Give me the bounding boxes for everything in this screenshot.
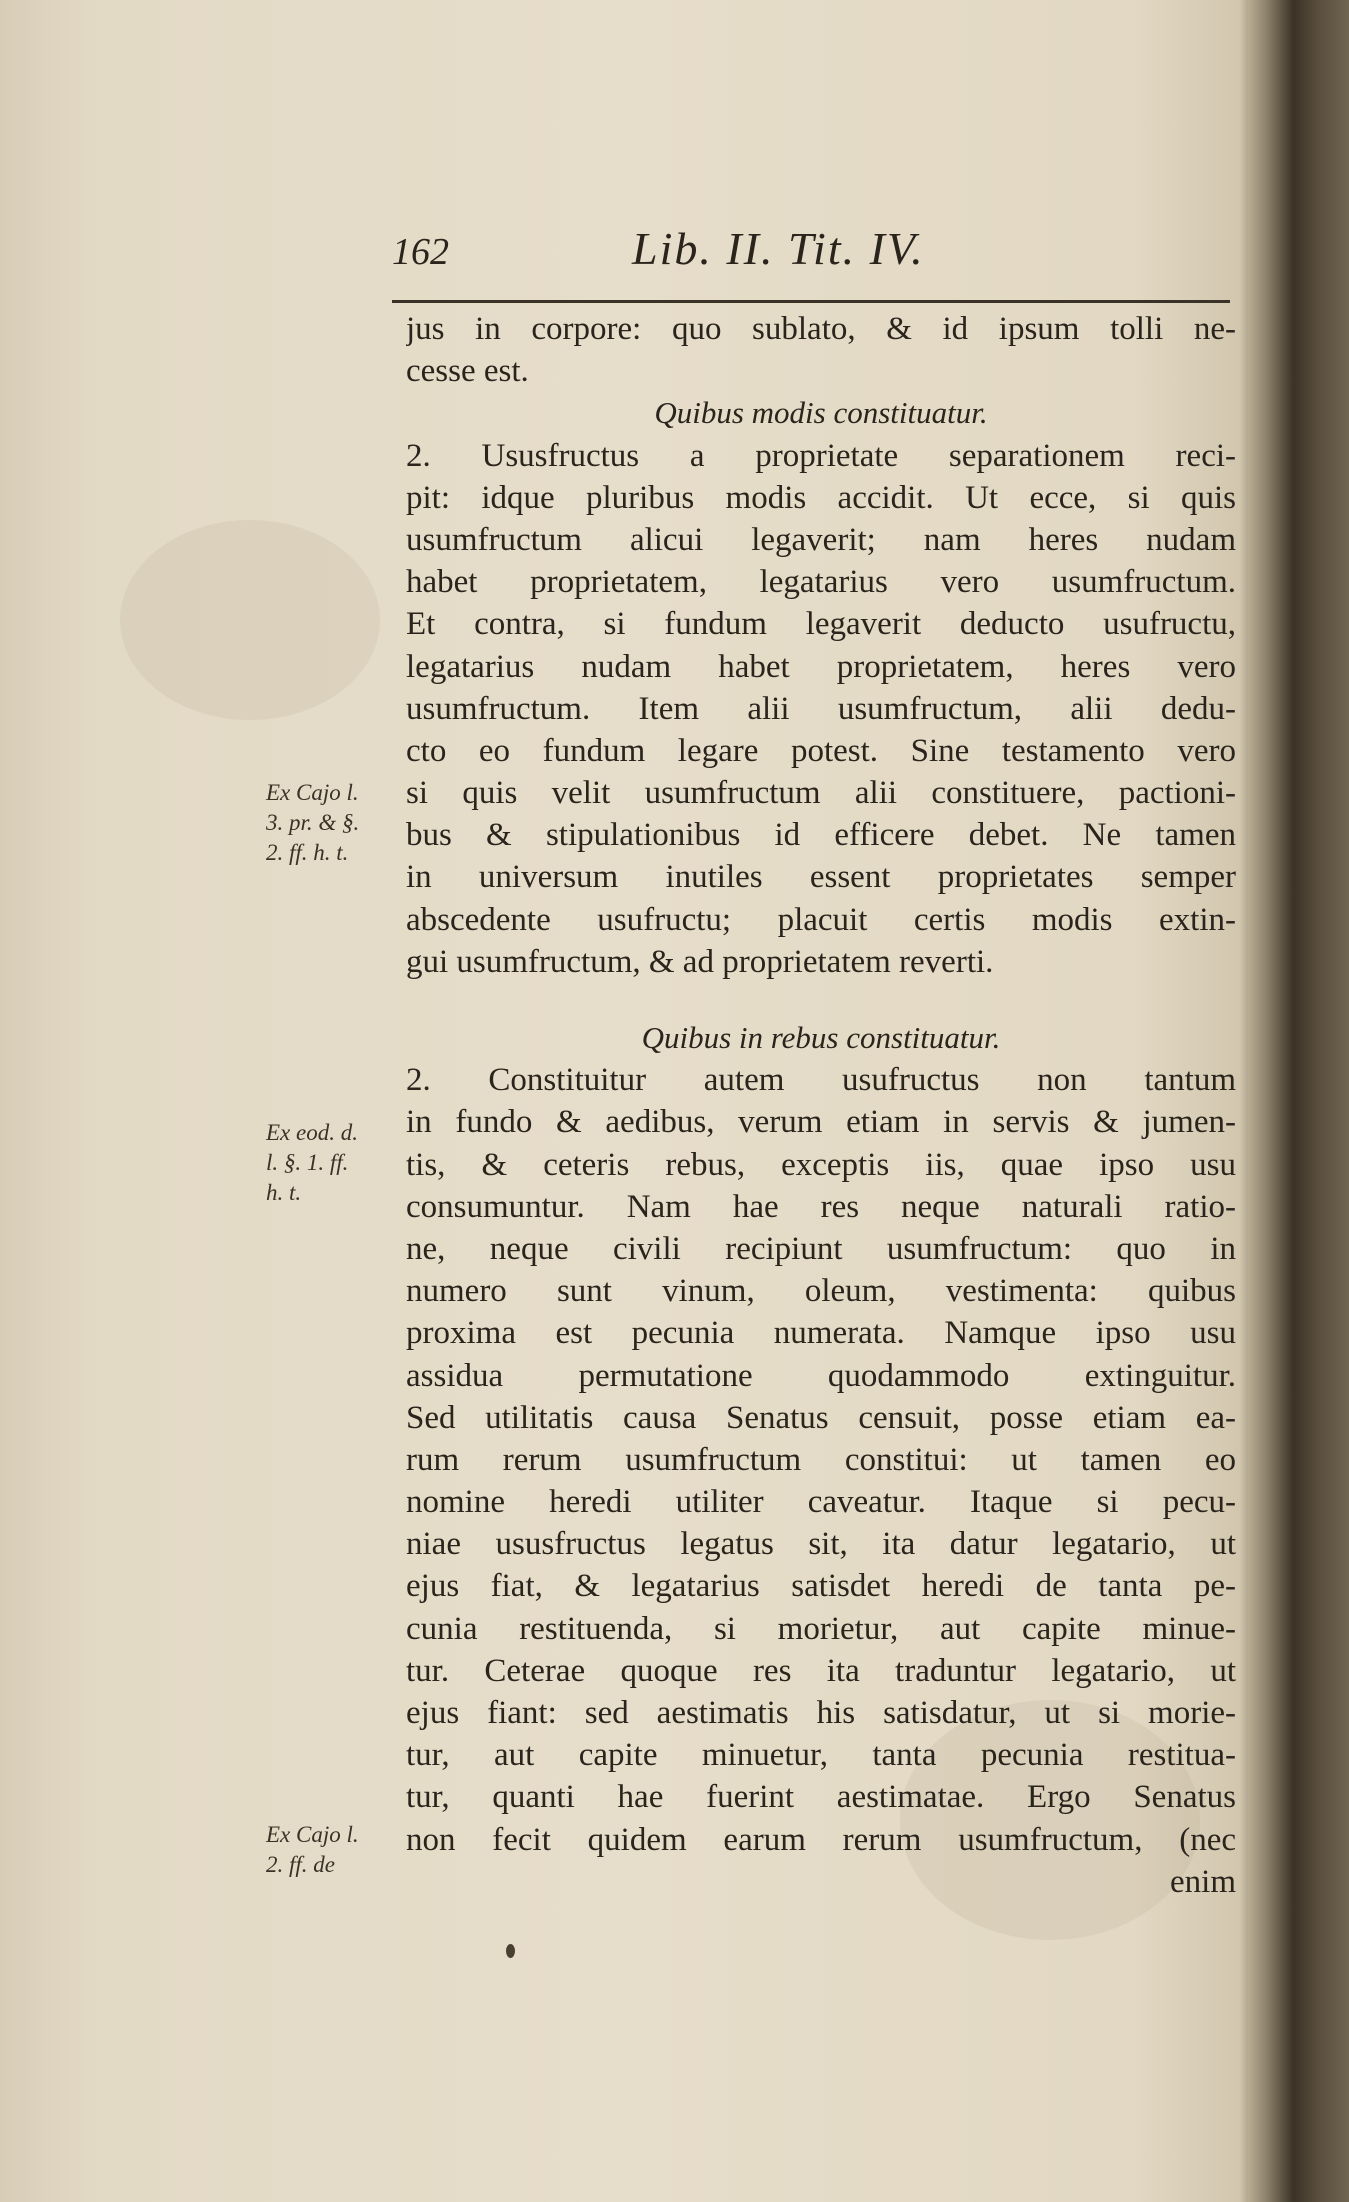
- text-line: abscedente usufructu; placuit certis modis extin-: [406, 901, 1236, 938]
- text-line: tur, aut capite minuetur, tanta pecunia restitua-: [406, 1737, 1236, 1774]
- text-line: si quis velit usumfructum alii constituere, pactioni-: [406, 775, 1236, 812]
- running-head: Lib. II. Tit. IV.: [632, 223, 925, 274]
- book-spine: [1248, 0, 1349, 2202]
- text-line: 2. Ususfructus a proprietate separationem reci-: [406, 437, 1236, 474]
- margin-note-line: l. §. 1. ff.: [266, 1150, 349, 1175]
- margin-note-1: [266, 778, 406, 868]
- text-line: gui usumfructum, & ad proprietatem reverti.: [406, 943, 994, 980]
- margin-note-line: Ex Cajo l.: [266, 780, 359, 805]
- text-line: usumfructum alicui legaverit; nam heres nudam: [406, 521, 1236, 558]
- text-line: nomine heredi utiliter caveatur. Itaque si pecu-: [406, 1484, 1236, 1521]
- text-line: proxima est pecunia numerata. Namque ipso usu: [406, 1315, 1236, 1352]
- page-header: [392, 222, 1232, 282]
- text-line: rum rerum usumfructum constitui: ut tamen eo: [406, 1441, 1236, 1478]
- margin-note-3: [266, 1820, 406, 1880]
- margin-note-2: [266, 1118, 406, 1208]
- text-line: in universum inutiles essent proprietates semper: [406, 859, 1236, 896]
- text-line: jus in corpore: quo sublato, & id ipsum tolli ne-: [406, 311, 1236, 347]
- text-line: tur. Ceterae quoque res ita traduntur legatario, ut: [406, 1652, 1236, 1689]
- text-line: Sed utilitatis causa Senatus censuit, posse etiam ea-: [406, 1399, 1236, 1436]
- body-text: [406, 308, 1236, 1903]
- text-line: non fecit quidem earum rerum usumfructum, (nec: [406, 1821, 1236, 1858]
- page-number: 162: [392, 231, 449, 273]
- text-line: ejus fiat, & legatarius satisdet heredi de tanta pe-: [406, 1568, 1236, 1605]
- text-line: tis, & ceteris rebus, exceptis iis, quae ipso usu: [406, 1146, 1236, 1183]
- margin-note-line: 2. ff. de: [266, 1852, 335, 1877]
- text-line: in fundo & aedibus, verum etiam in servis & jumen-: [406, 1104, 1236, 1141]
- margin-note-line: 2. ff. h. t.: [266, 840, 349, 865]
- text-line: bus & stipulationibus id efficere debet. Ne tamen: [406, 817, 1236, 854]
- text-line: cesse est.: [406, 353, 529, 390]
- paragraph-gap: [406, 983, 1236, 1017]
- text-line: niae ususfructus legatus sit, ita datur legatario, ut: [406, 1526, 1236, 1563]
- text-line: tur, quanti hae fuerint aestimatae. Ergo Senatus: [406, 1779, 1236, 1816]
- text-line: ejus fiant: sed aestimatis his satisdatur, ut si morie-: [406, 1695, 1236, 1731]
- text-line: cunia restituenda, si morietur, aut capite minue-: [406, 1610, 1236, 1647]
- margin-note-line: Ex Cajo l.: [266, 1822, 359, 1847]
- text-line: cto eo fundum legare potest. Sine testamento vero: [406, 732, 1236, 769]
- margin-note-line: Ex eod. d.: [266, 1120, 358, 1145]
- text-line: 2. Constituitur autem usufructus non tantum: [406, 1062, 1236, 1099]
- header-rule: [392, 300, 1230, 303]
- paper-stain: [120, 520, 380, 720]
- text-line: usumfructum. Item alii usumfructum, alii dedu-: [406, 690, 1236, 727]
- text-line: assidua permutatione quodammodo extinguitur.: [406, 1357, 1236, 1394]
- text-line: Et contra, si fundum legaverit deducto usufructu,: [406, 606, 1236, 643]
- text-line: habet proprietatem, legatarius vero usumfructum.: [406, 564, 1236, 601]
- text-line: numero sunt vinum, oleum, vestimenta: quibus: [406, 1273, 1236, 1310]
- section-heading: Quibus in rebus constituatur.: [641, 1020, 1001, 1055]
- text-line: pit: idque pluribus modis accidit. Ut ecce, si quis: [406, 479, 1236, 516]
- margin-note-line: h. t.: [266, 1180, 302, 1205]
- catchword: enim: [1170, 1863, 1236, 1900]
- text-line: legatarius nudam habet proprietatem, heres vero: [406, 648, 1236, 685]
- margin-note-line: 3. pr. & §.: [266, 810, 360, 835]
- text-line: ne, neque civili recipiunt usumfructum: quo in: [406, 1230, 1236, 1267]
- ink-blot: [506, 1944, 515, 1958]
- section-heading: Quibus modis constituatur.: [654, 395, 988, 431]
- text-line: consumuntur. Nam hae res neque naturali ratio-: [406, 1188, 1236, 1225]
